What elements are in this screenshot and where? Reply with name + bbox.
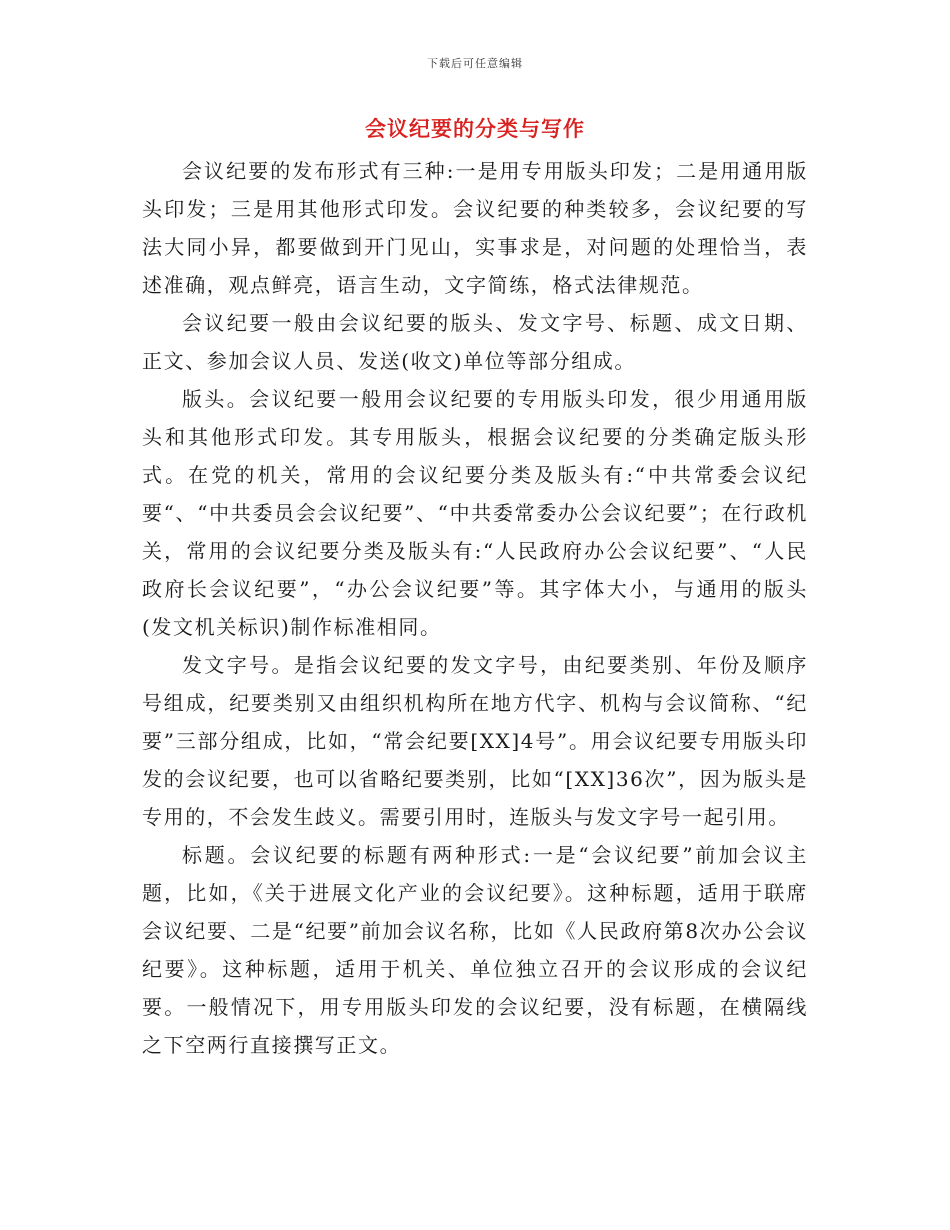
document-title: 会议纪要的分类与写作 xyxy=(365,116,585,141)
document-body xyxy=(142,152,808,1064)
paragraph-title-section: 标题。会议纪要的标题有两种形式:一是“会议纪要”前加会议主题，比如，《关于进展文化产业的会议纪要》。这种标题，适用于联席会议纪要、二是“纪要”前加会议名称，比如《人民政府第8次办公会议纪要》。这种标题，适用于机关、单位独立召开的会议形成的会议纪要。一般情况下，用专用版头印发的会议纪要，没有标题，在横隔线之下空两行直接撰写正文。 xyxy=(142,843,808,1057)
paragraph-components: 会议纪要一般由会议纪要的版头、发文字号、标题、成文日期、正文、参加会议人员、发送(收文)单位等部分组成。 xyxy=(142,311,808,373)
paragraph-publication-forms: 会议纪要的发布形式有三种:一是用专用版头印发；二是用通用版头印发；三是用其他形式印发。会议纪要的种类较多，会议纪要的写法大同小异，都要做到开门见山，实事求是，对问题的处理恰当，表述准确，观点鲜亮，语言生动，文字简练，格式法律规范。 xyxy=(142,159,808,297)
paragraph-letterhead: 版头。会议纪要一般用会议纪要的专用版头印发，很少用通用版头和其他形式印发。其专用版头，根据会议纪要的分类确定版头形式。在党的机关，常用的会议纪要分类及版头有:“中共常委会议纪要“、“中共委员会会议纪要”、“中共委常委办公会议纪要”；在行政机关，常用的会议纪要分类及版头有:“人民政府办公会议纪要”、“人民政府长会议纪要”，“办公会议纪要”等。其字体大小，与通用的版头(发文机关标识)制作标准相同。 xyxy=(142,387,808,639)
paragraph-document-number: 发文字号。是指会议纪要的发文字号，由纪要类别、年份及顺序号组成，纪要类别又由组织机构所在地方代字、机构与会议简称、“纪要”三部分组成，比如，“常会纪要[XX]4号”。用会议纪要专用版头印发的会议纪要，也可以省略纪要类别，比如“[XX]36次”，因为版头是专用的，不会发生歧义。需要引用时，连版头与发文字号一起引用。 xyxy=(142,653,808,829)
header-note: 下载后可任意编辑 xyxy=(427,57,523,70)
